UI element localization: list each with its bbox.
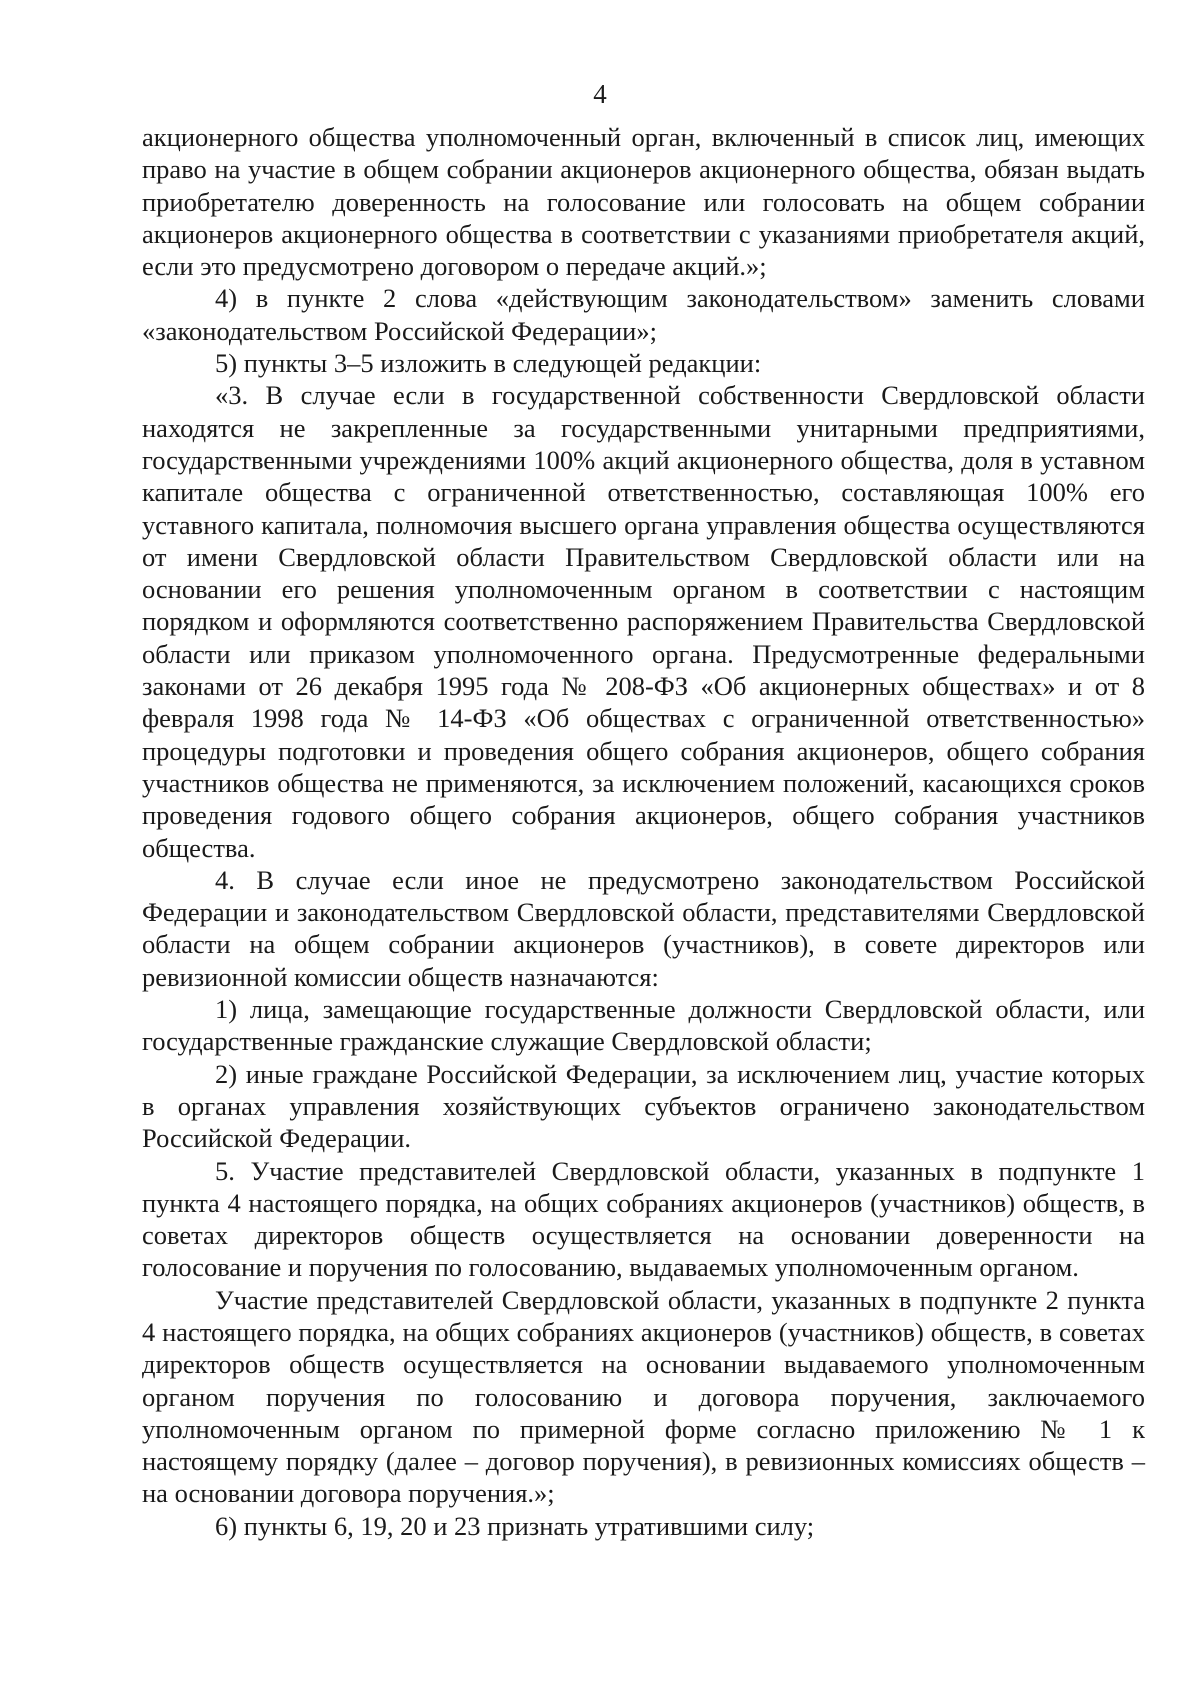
paragraph-subitem-1: 1) лица, замещающие государственные должности Свердловской области, или государственные гражданские служащие Свердловской области;	[142, 994, 1145, 1057]
paragraph-item-4: 4) в пункте 2 слова «действующим законодательством» заменить словами «законодательством Российской Федерации»;	[142, 283, 1145, 346]
paragraph-item-6: 6) пункты 6, 19, 20 и 23 признать утратившими силу;	[215, 1510, 815, 1541]
paragraph-subitem-2: 2) иные граждане Российской Федерации, за исключением лиц, участие которых в органах управления хозяйствующих субъектов ограничено законодательством Российской Федерации.	[142, 1058, 1145, 1154]
paragraph-clause-5-part-2: Участие представителей Свердловской области, указанных в подпункте 2 пункта 4 настоящего порядка, на общих собраниях акционеров (участников) обществ, в советах директоров обществ осуществляется на основании выдаваемого уполномоченным органом поручения по голосованию и договора поручения, заключаемого уполномоченным органом по примерной форме согласно приложению № 1 к настоящему порядку (далее – договор поручения), в ревизионных комиссиях обществ – на основании договора поручения.»;	[142, 1284, 1145, 1509]
paragraph-clause-4: 4. В случае если иное не предусмотрено законодательством Российской Федерации и законодательством Свердловской области, представителями Свердловской области на общем собрании акционеров (участников), в совете директоров или ревизионной комиссии обществ назначаются:	[142, 864, 1145, 992]
paragraph-clause-3: «3. В случае если в государственной собственности Свердловской области находятся не закрепленные за государственными унитарными предприятиями, государственными учреждениями 100% акций акционерного общества, доля в уставном капитале общества с ограниченной ответственностью, составляющая 100% его уставного капитала, полномочия высшего органа управления общества осуществляются от имени Свердловской области Правительством Свердловской области или на основании его решения уполномоченным органом в соответствии с настоящим порядком и оформляются соответственно распоряжением Правительства Свердловской области или приказом уполномоченного органа. Предусмотренные федеральными законами от 26 декабря 1995 года № 208-ФЗ «Об акционерных обществах» и от 8 февраля 1998 года № 14-ФЗ «Об обществах с ограниченной ответственностью» процедуры подготовки и проведения общего собрания акционеров, общего собрания участников общества не применяются, за исключением положений, касающихся сроков проведения годового общего собрания акционеров, общего собрания участников общества.	[142, 380, 1145, 863]
paragraph-continuation: акционерного общества уполномоченный орган, включенный в список лиц, имеющих право на участие в общем собрании акционеров акционерного общества, обязан выдать приобретателю доверенность на голосование или голосовать на общем собрании акционеров акционерного общества в соответствии с указаниями приобретателя акций, если это предусмотрено договором о передаче акций.»;	[142, 122, 1145, 282]
paragraph-item-5: 5) пункты 3–5 изложить в следующей редакции:	[215, 348, 762, 379]
document-body	[142, 121, 1145, 1542]
page-number: 4	[593, 79, 607, 109]
paragraph-clause-5: 5. Участие представителей Свердловской области, указанных в подпункте 1 пункта 4 настоящего порядка, на общих собраниях акционеров (участников) обществ, в советах директоров обществ осуществляется на основании доверенности на голосование и поручения по голосованию, выдаваемых уполномоченным органом.	[142, 1155, 1145, 1283]
